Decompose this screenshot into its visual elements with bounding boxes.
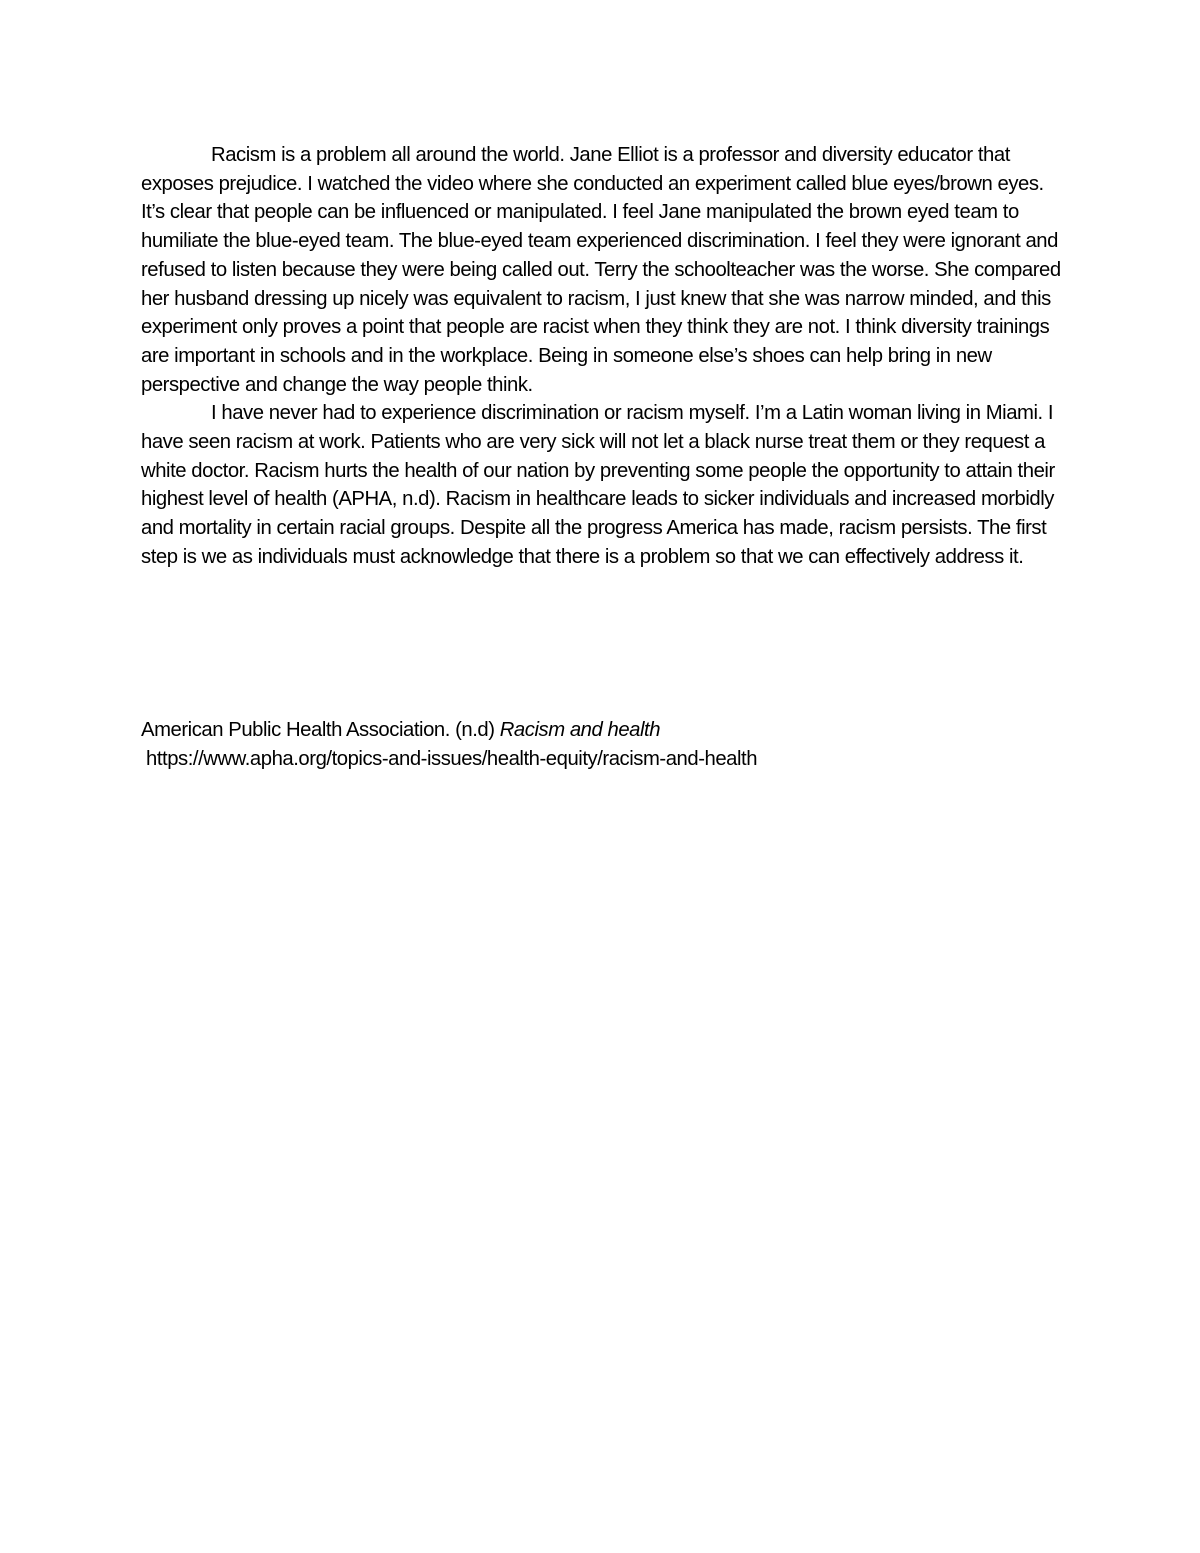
paragraph-1: Racism is a problem all around the world. Jane Elliot is a professor and diversity educator that exposes prejudice. I watched the video where she conducted an experiment called blue eyes/brown eyes. It’s clear that people can be influenced or manipulated. I feel Jane manipulated the brown eyed team to humiliate the blue-eyed team. The blue-eyed team experienced discrimination. I feel they were ignorant and refused to listen because they were being called out. Terry the schoolteacher was the worse. She compared her husband dressing up nicely was equivalent to racism, I just knew that she was narrow minded, and this experiment only proves a point that people are racist when they think they are not. I think diversity trainings are important in schools and in the workplace. Being in someone else’s shoes can help bring in new perspective and change the way people think.: [141, 144, 1061, 396]
reference-author: American Public Health Association. (n.d): [141, 719, 500, 741]
reference-title: Racism and health: [499, 719, 661, 741]
reference-citation: [141, 716, 1061, 745]
essay-body: [141, 141, 1061, 572]
reference-entry: [141, 716, 1061, 773]
reference-url: https://www.apha.org/topics-and-issues/health-equity/racism-and-health: [146, 747, 758, 770]
paragraph-2: I have never had to experience discrimination or racism myself. I’m a Latin woman living in Miami. I have seen racism at work. Patients who are very sick will not let a black nurse treat them or they request a white doctor. Racism hurts the health of our nation by preventing some people the opportunity to attain their highest level of health (APHA, n.d). Racism in healthcare leads to sicker individuals and increased morbidly and mortality in certain racial groups. Despite all the progress America has made, racism persists. The first step is we as individuals must acknowledge that there is a problem so that we can effectively address it.: [141, 402, 1055, 568]
